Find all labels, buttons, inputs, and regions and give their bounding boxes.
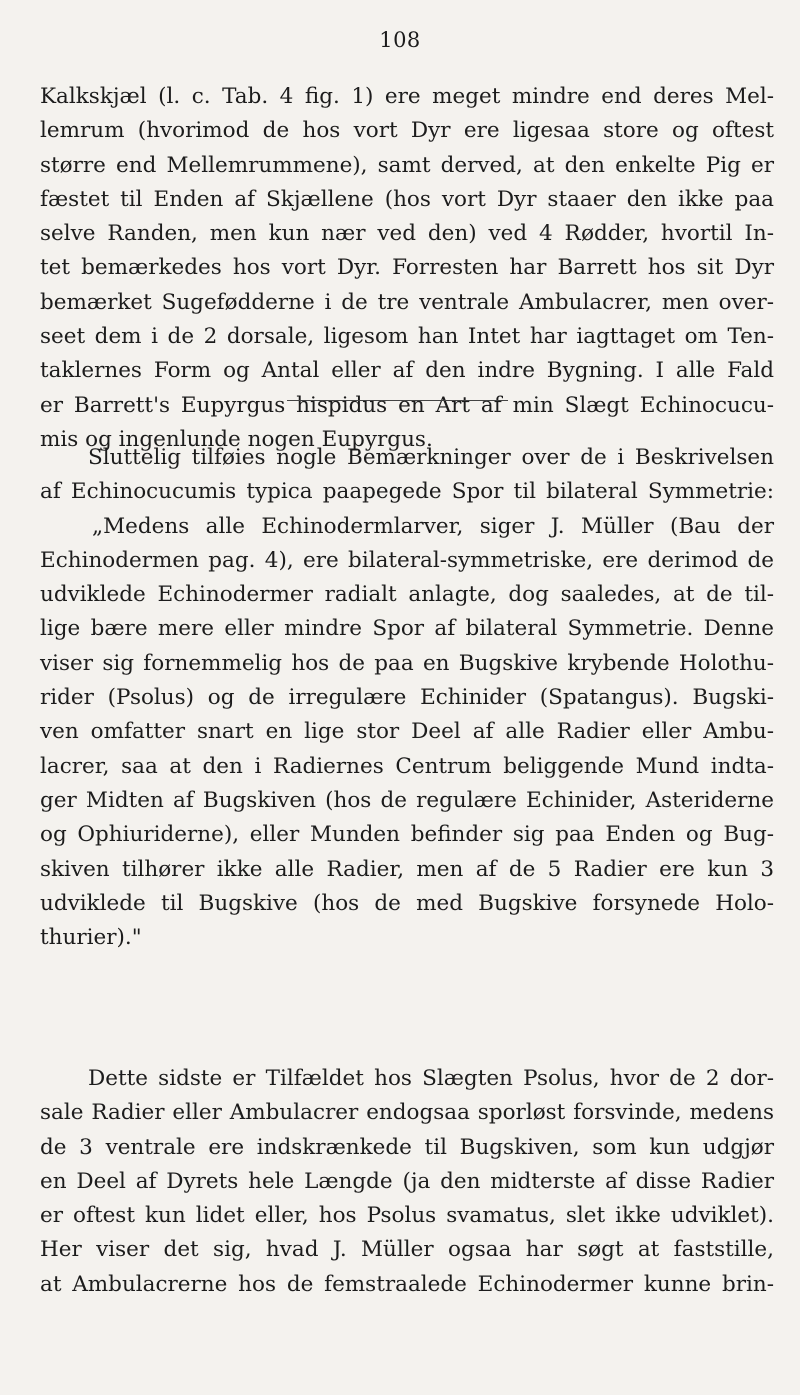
text-line: lemrum (hvorimod de hos vort Dyr ere ligesaa store og oftest bbox=[40, 118, 774, 144]
text-line: udviklede til Bugskive (hos de med Bugskive forsynede Holo- bbox=[40, 890, 774, 916]
paragraph-2 bbox=[40, 441, 774, 955]
text-line: mis og ingenlunde nogen Eupyrgus. bbox=[40, 426, 433, 452]
text-line: fæstet til Enden af Skjællene (hos vort Dyr staaer den ikke paa bbox=[40, 186, 774, 212]
text-line: er Barrett's Eupyrgus hispidus en Art af min Slægt Echinocucu- bbox=[40, 392, 774, 418]
text-line: er oftest kun lidet eller, hos Psolus svamatus, slet ikke udviklet). bbox=[40, 1203, 774, 1229]
text-line: tet bemærkedes hos vort Dyr. Forresten har Barrett hos sit Dyr bbox=[40, 255, 774, 281]
text-line: bemærket Sugefødderne i de tre ventrale Ambulacrer, men over- bbox=[40, 289, 774, 315]
text-line: rider (Psolus) og de irregulære Echinider (Spatangus). Bugski- bbox=[40, 685, 774, 711]
text-line: „Medens alle Echinodermlarver, siger J. Müller (Bau der bbox=[92, 513, 774, 539]
text-line: større end Mellemrummene), samt derved, at den enkelte Pig er bbox=[40, 152, 774, 178]
text-line: taklernes Form og Antal eller af den indre Bygning. I alle Fald bbox=[40, 358, 774, 384]
text-line: Sluttelig tilføies nogle Bemærkninger over de i Beskrivelsen bbox=[88, 445, 774, 470]
text-line: skiven tilhører ikke alle Radier, men af de 5 Radier ere kun 3 bbox=[40, 856, 774, 882]
text-line: Her viser det sig, hvad J. Müller ogsaa har søgt at faststille, bbox=[40, 1237, 774, 1263]
text-line: en Deel af Dyrets hele Længde (ja den midterste af disse Radier bbox=[40, 1168, 774, 1194]
text-line: selve Randen, men kun nær ved den) ved 4 Rødder, hvortil In- bbox=[40, 221, 774, 247]
text-line: udviklede Echinodermer radialt anlagte, dog saaledes, at de til- bbox=[40, 582, 774, 608]
paragraph-3 bbox=[40, 1062, 774, 1302]
text-line: Echinodermen pag. 4), ere bilateral-symmetriske, ere derimod de bbox=[40, 547, 774, 573]
section-divider bbox=[287, 400, 508, 401]
text-line: lacrer, saa at den i Radiernes Centrum beliggende Mund indta- bbox=[40, 753, 774, 779]
text-line: lige bære mere eller mindre Spor af bilateral Symmetrie. Denne bbox=[40, 616, 774, 642]
text-line: sale Radier eller Ambulacrer endogsaa sporløst forsvinde, medens bbox=[40, 1100, 774, 1126]
text-line: Dette sidste er Tilfældet hos Slægten Psolus, hvor de 2 dor- bbox=[88, 1066, 774, 1091]
text-line: de 3 ventrale ere indskrænkede til Bugskiven, som kun udgjør bbox=[40, 1134, 774, 1160]
page-number: 108 bbox=[379, 28, 421, 52]
text-line: at Ambulacrerne hos de femstraalede Echinodermer kunne brin- bbox=[40, 1271, 774, 1297]
text-line: viser sig fornemmelig hos de paa en Bugskive krybende Holothu- bbox=[40, 650, 774, 676]
text-line: af Echinocucumis typica paapegede Spor til bilateral Symmetrie: bbox=[40, 479, 774, 505]
text-line: ger Midten af Bugskiven (hos de regulære Echinider, Asteriderne bbox=[40, 787, 774, 813]
text-line: ven omfatter snart en lige stor Deel af alle Radier eller Ambu- bbox=[40, 719, 774, 745]
text-line: thurier)." bbox=[40, 925, 142, 951]
text-line: Kalkskjæl (l. c. Tab. 4 fig. 1) ere meget mindre end deres Mel- bbox=[40, 84, 774, 109]
text-line: og Ophiuriderne), eller Munden befinder sig paa Enden og Bug- bbox=[40, 822, 774, 848]
text-line: seet dem i de 2 dorsale, ligesom han Intet har iagttaget om Ten- bbox=[40, 324, 774, 350]
